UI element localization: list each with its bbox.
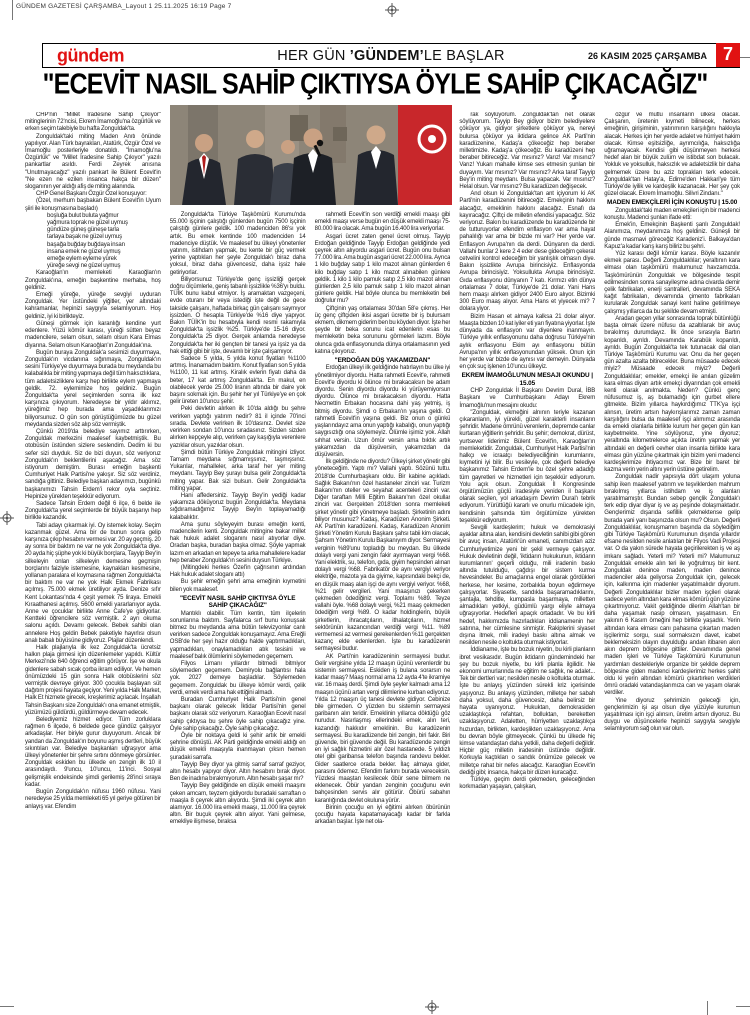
column-subhead: "ERDOĞAN DÜŞ YAKAMIZDAN" bbox=[334, 357, 431, 365]
body-paragraph: Sadece Tahsin Erdem değil 6 ilçe, 6 belde ile Zonguldak'ta yerel seçimlerde bir büyük başarıyı hep birlikte kazandık. bbox=[25, 500, 161, 522]
body-paragraph: İddianame, işte bu bozuk niyetin, bu kirli planların ibret vesikasıdır. Bugün iktidarın gündemindeki her şey bu bozuk niyetle, bu kirli planla ilgilidir. Ne ekonomi umurlarında ne eğitim ne sağlık, ne adalet... Tek bir dertleri var; nesilden nesile o koltukta oturmak. İşte bu anlayış yüzünden sürekli kriz içerisinde yaşıyoruz. Bu anlayış yüzünden, milletçe her sabah daha yoksul, daha güvencesiz, daha belirsiz bir hayata uyanıyoruz. Hukuktan, demokrasiden uzaklaştıkça refahtan, bolluktan, bereketten uzaklaşıyoruz. Adaletten, hürriyetten uzaklaştıkça huzurdan, birlikten, kardeşlikten uzaklaşıyoruz. Ama bu devran böyle gitmeyecek. Çünkü bu ülkede hiç kimse vatandaştan daha yetkili, daha değerli değildir. Hiçbir güç milletin iradesinin üstünde değildir. Korkuyla kaçtıkları o sandık önümüze gelecek ve milletçe rahat bir nefes alacağız. Karaoğlan Ecevit'in dediği gibi; insanca, hakça bir düzen kuracağız. bbox=[459, 647, 596, 776]
registration-mark bbox=[425, 1000, 439, 1014]
body-paragraph: Peki devletin alırken ilk 10'da aldığı bu şehre verirken yaptığı yatırım nedir? 81 il içinde 70'inci sırada. Devlete verirken ilk 10'dasınız. Devlet size verirken sondan 10'uncu sıradasınız. Sizden sizden alırken kepçeyle alıp, verirken çay kaşığıyla verenlere yazıklar olsun, yazıklar olsun. bbox=[169, 406, 306, 449]
body-paragraph: Erdoğan ülkeyi ilk geldiğinde hatırlayın bu ülke iyi yönetilmiyor diyordu. Hatta rahmetli Ecevit'e, rahmetli Ecevit'e diyordu ki ölünce mi bırakacaksın be adam diyordu. Senin diyordu diyordu ki yürüyemiyorsun diyordu. Ölünce mi bırakacaksın diyordu. Hatta Necmettin Erbakan hocasına dahi yaş yetmiş, iş bitmiş diyordu. Şimdi o Erbakan'ın yaşına geldi. O rahmetli Ecevit'in yaşına geldi. Biz onun o günkü yaşlarındayız ama onun yaptığı kabalığı, onun yaptığı saygısızlığı ona söylemeyiz. Ölümle işimiz yok. Allah sıhhat versin. Uzun ömür versin ama bıktık artık yakamızdan da düşüversin, yakamızdan da düşüversin. bbox=[314, 365, 451, 458]
body-paragraph: Tayyip Bey diyor ya gitmiş sarraf sarraf geziyor, altın hesabı yapıyor diyor. Altın hesabını bırak diyor. Ben de inadına bırakmıyorum. Altın hesabı şaşar mı? bbox=[169, 761, 306, 783]
body-paragraph: Çiftçinin yaş ortalaması 30'dan 58'e çıkmış. Her üç genç çiftçiden ikisi asgari ücrette bir iş bulursam ekmem, dikmem giderim ben bu köyden diyor. İşte her şeyde bir beka sorunu icat edenlerin esas bu memleketin beka sorununu görmeleri lazım. Böyle olunca gıda enflasyonunda dünya ortalamasının yedi katına çıkıyoruz. bbox=[314, 305, 451, 355]
body-paragraph: Güneşi görmek için karanlığı kendine yurt edenlere. Yüzü kömür karası, yüreği sütten beyaz madencilere, selam olsun, selam olsun Kara Elmas diyarına. Selam olsun Karaoğlan'ın Zonguldak'ına. bbox=[25, 320, 161, 349]
text-column-5 bbox=[604, 112, 740, 989]
body-paragraph: "Zonguldak, ekmeğini alnının teriyle kazanan çıkaranların, iyi yürekli, güzel karakterli insanların şehridir. Madene ömrünü verenlerin, depremde canlar kurtaran yiğitlerin şehridir. Bu şehir; demokrat, dürüst, yurtsever liderimiz Bülent Ecevit'in, Karaoğlan'ın memleketidir. Zonguldak, Cumhuriyet Halk Partisi'nin halkçı ve icraatçı belediyeciliğinin kurumlarını, kıymetini iyi bilir. Bu vesileyle, çok değerli belediye başkanımız Tahsin Erdem'le bu özel şehre adadığı tüm gayretleri ve hizmetleri için teşekkür ediyorum. Yolu açık olsun. Zonguldak İl Kongresinde örgütümüzün güçlü iradesiyle yeniden il başkanı olarak seçilen, yol arkadaşım Devrim Dural'ı tebrik ediyorum. Yürüttüğü kararlı ve onurlu mücadele için, kendisinin şahsında tüm örgütümüze yürekten teşekkür ediyorum. bbox=[459, 409, 596, 524]
body-paragraph: Ama şunu söyleyeyim burası emeğin kenti, madencilerin kenti. Zonguldak mitingine bakar millet hak hukuk adalet sloganını nasıl atıyorlar diye. Oradan başka, buradan başka olmaz. Şöyle yapmak lazım en arkadan en tepeye ta arka mahallelere kadar hep beraber Zonguldak'ın sesini duysun Türkiye. bbox=[169, 521, 306, 564]
body-paragraph: Halk plajlarıyla ilk kez Zonguldak'ta ücretsiz halkın plaja girmesi için düzenlemeler yapıldı. Kültür Merkezi'nde 640 öğrenci eğitim görüyor. İşe ve okula gidenlere sabah sıcak çorba ikram ediliyor. Ve hemen önümüzdeki 15 gün sonra Halk otobüslerini söz vermiştik devreye giriyor. 300 çocukla başlayan süt dağıtım projesi hayata geçiyor. Yeni yılda Halk Market, Halk Et hizmete girecek, kreşlerimiz açılacak. İnşallah Tahsin Başkanı size Zonguldak'ı ona emanet etmiştik, yüzümüzü güldürdü, güldürmeye devam edecek. bbox=[25, 645, 161, 716]
body-paragraph: Bu şehir emeğin şehri ama emeğinin kıymetini bilen yok maalesef. bbox=[169, 579, 306, 593]
body-paragraph: AK Parti'nin karadüzeninin sermayesi budur. Gelir vergisine yılda 12 maaşın üçünü verenlerdir bu sistemin sermayesi. Eskiden iş bulana sorarsın ne kadar maaş? Maaş normal ama 12 ayda 4'te ikramiye var. 16 maaş derdi. Şimdi öyle şeyler kalmadı ama 12 maaşın üçünü artan vergi dilimlerine kurban ediyoruz. Yılda 12 maaşın üç tanesi devlete gidiyor. Cebinize bile girmeden. O yüzden bu sistemin sermayesi garibanın alın teridir. Emeklinin yıllarca döktüğü göz nurudur. Nasırlaşmış ellerindeki emek, alın teri, kazandığı hakkıdır emeklinin. Bu karadüzenin sermayesi. Bu karadüzende biri zengin, biri fakir. Biri güvende, biri güvende değil. Bu karadüzende zengin en iyi sağlık hizmetini alır özel hastanede. 5 yıldızlı otel gibi garibansa telefon başında randevu bekler. Gider saatlerce orada bekler. İlaç almaya gider, parasını ödemez. Efendim farkını burada vereceksin. Yüzdesi maaştan kesilecek öbür sene bilmem ne eklenecek. Öbür yandan zenginin çocuğunu evin bahçesinden servis alır götürür. Öbürü sabahın karanlığında devlet okuluna yürür. bbox=[314, 653, 451, 804]
print-slug: GÜNDEM GAZETESİ ÇARŞAMBA_Layout 1 25.11.2025 16:19 Page 7 bbox=[16, 3, 232, 10]
body-paragraph: Emeği yüreğe, yüreğe sevgiyi uyduran Zonguldak. Yer üstündeki yiğitler, yer altındaki kahramanlar, hepinizi saygıyla selamlıyorum. Hoş geldiniz, iyi ki birlikteyiz. bbox=[25, 292, 161, 320]
body-paragraph: Zonguldak nadir yapısıyla dört ulaşım yoluna sahip iken maalesef yatırım ve teşviklerden mahrum bırakılmış yıllarca istihdam ve iş alanları yaratılmamıştır. Bundan sebep gençlik Zonguldak'ı terk edip diyar diyar iş ve aş peşinde dolaşmaktadır. Gençlerimiz dışarıda sefillik çekmektense gelip burada yani yanı başınızda olsun mu? Olsun. Değerli Zonguldaklılar, konuşmamın başında da söylediğim gibi Türkiye Taşkömürü Kurumunun dışında yıllardır efsane nesilden nesile anlatılan bir Filyos Vadi Projesi var. O da yakın sürede hayata geçirilerekten iş ve aş imkanı sağladı. Yeterli mi? Yeterli mi? Malumunuz Zonguldak emekle alın teri ile yoğrulmuş bir kent. Zonguldak denince maden, maden denince madenciler akla geliyorsa Zonguldak için, gelecek için, kalkınma için madenler yaşatılmalıdır diyorum. Değerli Zonguldaklılar bizler maden işçileri olarak sadece yerin altından kara elmas kömürü gün yüzüne çıkartmıyoruz. Vakit geldiğinde dilerim Allah'tan bir daha yaşamak nasip olmasın, yaşatmasın. En yakının 6 Kasım örneğini hep birlikte yaşadık. Yerin altından kara elması canı pahasına çıkartan maden işçilerimiz sorgu, sual sormaksızın davet, icabet beklemeksizin olayın duyulduğu andan itibaren akın akın deprem bölgesine gittiler. Devamında genel maden işleri ve Türkiye Taşkömürü Kurumunun yardımları destekleriyle organize bir şekilde deprem bölgesine giden madenci kardeşlerimiz herkes şahit oldu ki yerin altından kömürü çıkartırken verdikleri ömrü oradaki vatandaşlarımıza can ve yaşam olarak verdiler. bbox=[604, 474, 740, 697]
body-paragraph: (Mitingdeki herkes Özel'in çağrısının ardından Hak hukuk adalet sloganı attı) bbox=[169, 564, 306, 579]
body-paragraph: Türkiye, geçim derdi çekmeden, geleceğinden korkmadan yaşayan, çalışkan, bbox=[459, 777, 596, 791]
body-paragraph: CHP Zonguldak İl Başkanı Devrim Dural, İBB Başkanı ve Cumhurbaşkanı Adayı Ekrem İmamoğlu'nun mesajını okudu: bbox=[459, 388, 596, 409]
trim-mark bbox=[0, 1006, 14, 1007]
body-paragraph: özgür ve mutlu insanların ülkesi olacak. Çalışanın, üretenin kıymeti bilinecek, herkes emeğinin, girişiminin, yatırımının karşılığını hakkıyla alacak. Herkes için her yerde adalet ve hürriyet hakim olacak. Kimse eşitsizliğe, ayrımcılığa, haksızlığa uğramayacak. Kendisi gibi düşünmeyen herkesi hedef alan bir büyük zulüm ve istibdat son bulacak. Yokluk ve yoksulluk, haksızlık ve adaletsizlik bir daha gelmemek üzere bu aziz toprakları terk edecek. Zonguldak'tan Hatay'a, Edirne'den Hakkari'ye tüm Türkiye'de iyilik ve kardeşlik kazanacak. Her şey çok güzel olacak. Ekrem İmamoğlu. Silivri Zindanı." bbox=[604, 112, 740, 198]
body-paragraph: Karaoğlan'ın memleketi Karaoğlan'ın Zonguldak'ına, emeğin başkentine merhaba, hoş geldiniz. bbox=[25, 270, 161, 291]
text-column-3 bbox=[315, 112, 451, 989]
body-paragraph: Buradan Cumhuriyet Halk Partisi'nin genel başkanı olarak gelecek İktidar Partisi'nin genel başkanı olarak söz veriyorum. Karaoğlan Ecevit nasıl sahip çıktıysa bu şehre öyle sahip çıkacağız yine. Öyle sahip çıkacağız. Öyle sahip çıkacağız. bbox=[169, 697, 306, 732]
photo-spacer bbox=[315, 112, 451, 212]
text-column-2 bbox=[170, 112, 306, 989]
body-paragraph: Bugün buraya Zonguldak'a sesimizi duyurmaya, Zonguldak'ın vicdanına sığınmaya, Zonguldak'ın sesini Türkiye'ye duyurmaya burada bu meydanda bu kalabalıkla bir miting yapmaya değil tüm haksızlıklara, tüm adaletsizliklere karşı hep birlikte eylem yapmaya geldik. 72. eylemimize hoş geldiniz. Bugün Zonguldak'ta yerel seçimlerden sonra ilk kez karşınıza çıkıyorum. Neredeyse bir yıldır aklımız, yüreğimiz hep burada ama yaşadıklarımızı biliyorsunuz. O gün son görüştüğümüzde bu güzel meydanda sizden söz alıp söz vermiştik. bbox=[25, 349, 161, 428]
body-paragraph: Yüz karası değil kömür karası. Böyle kazanılır ekmek parası. Değerli Zonguldaklılar; yeraltının kara elması olan taşkömürü malumunuz havzamızda. Taşkömürünün Zonguldak ve bölgesinde tespit edilmesinden sonra sanayileşme adına civarda demir çelik fabrikaları, enerji santralleri, devamında SEKA kağıt fabrikaları, devamında çimento fabrikaları kurularak Zonguldak sanayi kent haline getirilmeye çalışmış yıllarca da bu şekilde devam etmişti. bbox=[604, 251, 740, 315]
body-paragraph: CHP'nin "Millet İradesine Sahip Çıkıyor" mitinglerinin 72'ncisi, Ekrem İmamoğlu'na özgürlük ve erken seçim talebiyle bu hafta Zonguldak'ta. bbox=[25, 112, 161, 133]
masthead bbox=[42, 43, 740, 68]
column-subhead: EKREM İMAMOĞLU'NUN MESAJI OKUNDU | 15.05 bbox=[461, 372, 593, 387]
body-paragraph: Tayyip Bey geldiğinde en düşük emekli maaşını çeken amcam, teyzem gidiyordu buradaki sarraftan o maaşla 8 çeyrek altın alıyordu. Şimdi iki çeyrek altın alamıyor. 16.000 lira emekli maaşı, 11.000 lira çeyrek altın. Bir buçuk çeyrek altın alıyor. Yani gelmese, emekliye ilişmese, bıraksa bbox=[169, 783, 306, 826]
body-paragraph: Bizim Hasan et almaya kalksa 21 dolar alıyor. Maaşta bizden 10 kat iyiler eti yarı fiyatına yiyorlar. İşte dünyada da enflasyon var diyenlere inanmayın. Türkiye yıllık enflasyonunu daha doğrusu Türkiye'nin aylık enflasyonu Ekim ayı enflasyonu bütün Avrupa'nın yıllık enflasyonundan yüksek. Onun için her yerde var bizde de aynısı var demeyin. Dünyada en çok suç işlenen 10'uncu ülkeyiz. bbox=[459, 313, 596, 371]
body-paragraph: Asgari ücret zaten genel ücret olmuş. Tayyip Erdoğan geldiğinde Tayyip Erdoğan geldiğinde yedi çeyrek altın alıyordu asgari ücret. Bugün onu bulsan 77.000 lira. Ama bugün asgari ücret 22.000 lira. Ayrıca 1 kilo buğday satıp 1 kilo mazot alınan günlerden 6 kilo buğday satıp 1 kilo mazot alınabilen günlere geldik. 1 kilo 1 kilo pamuk satıp 2,5 kilo mazot alınan günlerden 2,5 kilo pamuk satıp 1 kilo mazot alınan günlere geldik. Hal böyle olunca bu memleketin beli doğrulur mu? bbox=[314, 233, 451, 305]
body-paragraph: (Özel, merhum başbakan Bülent Ecevit'in Uyum şiiri ile konuşmasına başladı) bbox=[25, 198, 161, 212]
trim-mark bbox=[12, 0, 13, 20]
body-paragraph: Filyos Limanı yıllardır bitmedi bitmiyor söylemeden geçemem. Demiryolu bağlantısı hala yok. 2027 demeye başladılar. Söylemeden geçemem. Zonguldak bu ülkeye kömür verdi, çelik verdi, emek verdi ama hak ettiğini almadı. bbox=[169, 661, 306, 696]
body-paragraph: And olsun ki Zonguldak'tan ant içiyorum ki AK Parti'nin karadüzenini bitireceğiz. Emekçinin hakkını alacağız, emeklinin hakkını alacağız. Esnafı da kayıracağız. Çiftçi de milletin efendisi yapacağız. Söz veriyoruz. Bakın bu karadüzende bu karadüzende bir de tutturuyorlar efendim enflasyon var ama hayat pahalılığı var ama bir bizde mi var? Her yerde var. Enflasyon Avrupa'nın da derdi. Dünyanın da derdi. Vallahi bunlar 2 kere 2 4 eder dese gideceğim çekerat cetvelini kontrol edeceğim bir yanlışlık olmasın diye. Bakın işsizlikte Avrupa birincisiyiz. Enflasyonda Avrupa birincisiyiz. Yoksullukta Avrupa birincisiyiz. Gıda enflasyonu dünyanın 7 katı. Kırmızı etin dünya ortalaması 7 dolar, Türkiye'de 21 dolar. Yani Hans hem maaşı alırken gidiyor 2400 Euro alıyor. Bizimki 300 Euro maaş alıyor. Ama Hans et yiyecek mi? 7 dolara yiyor. bbox=[459, 191, 596, 313]
issue-date: 26 KASIM 2025 ÇARŞAMBA bbox=[587, 50, 707, 61]
body-paragraph: Belediyemiz hizmet ediyor. Tüm zorluklara rağmen 6 ilçede, 6 beldede gece gündüz çalışıyor arkadaşlar. Her biriyle gurur duyuyorum. Ancak bir yandan da Zonguldak'ın boyunu aşmış dertleri, büyük sıkıntıları var. Belediye başkanları uğraşıyor ama ülkeyi yönetenler bir şehre sırtını dönmeye görsünler. Zonguldak eskiden bu ülkede en zengin ilk 10 il arasındaydı. 9'uncu, 10'uncu, 11'inci. Sosyal gelişmişlik endeksinde şimdi gerilemiş 28'inci sıraya kadar. bbox=[25, 717, 161, 788]
body-paragraph: Sevgili kardeşlerim; hukuk ve demokrasiyi ayaklar altına alan, kendisini devletin sahibi gibi gören bir avuç insan, Atatürk'ün emaneti, canımızdan aziz Cumhuriyetimize yeni bir şekil vermeye çalışıyor. Hukuk devletinin değil, 'iktidarın hukukunun, iktidarın kurumlarının' geçerli olduğu, mili iradenin baskı altında tutulduğu, çağdışı bir sistem kurma hevesindeler. Bu amaçlarına engel olarak gördükleri herkese, her kesime, zorbalıkla boyun eğdirmeye çalışıyorlar. Siyasetle, sandıkla başaramadıklarını, şantajla, tehditle, kumpasla başarmaya, milletten almadıkları yetkiyi, güdümlü yargı eliyle almaya uğraşıyorlar. Hedefleri apaçık ortadadır. Ve bu kirli hedef, hakkımızda hazırladıkları iddianamenin her satırına, her cümlesine sinmiştir. Rakiplerini siyaset dışına itmek, mili iradeyi baskı altına almak ve nesilden nesile o koltukta oturmak istiyorlar. bbox=[459, 524, 596, 647]
body-paragraph: Tabi adayı çıkarmak iyi. Oy istemek kolay. Seçim kazanmak güzel. Ama bir de bunun sonra gelip karşınıza çıkıp hesabını vermesi var. 20 ay geçmiş. 20 ay sonra bir baktım ne var ne yok Zonguldak'ta diye. 20 ayda hiç şüphe yok ki büyük borçlara, Tayyip Bey'in silkeleyin onları silkeleyin demesine geçmişin borçlarını faiziyle istemesine, kaynakları kesmesine, yollanan paralara el koymasına rağmen Zonguldak'ta bir baktım ne var ne yok Halk Ekmek Fabrikası açılmış. 75.000 ekmek üretiliyor ayda. Denize sıfır Kent Lokantası'nda 4 çeşit yemek 75 liraya. Emekli Kıraathanesi açılmış. 5600 emekli yararlanıyor ayda. Anne ve çocuklar birlikte Anne Cafe'ye gidiyorlar. Kentteki öğrencilere söz vermiştik. 2 ayrı okuma salonu açıldı. Devamı gelecek. Bebek sahibi olan annelere Hoş geldin Bebek paketiyle hayırlısı olsun analı babalı büyüsüne gidiyoruz. Plajlar düzenlendi. bbox=[25, 522, 161, 644]
body-paragraph: Hani affedersiniz. Tayyip Bey'in yediği kadar yakamıza döküyoruz bugün Zonguldak'ta. Meydana sığdıramadığımız Tayyip Bey'in toplayamadığı kalabalıktır. bbox=[169, 492, 306, 521]
column-subhead: "ECEVİT NASIL SAHİP ÇIKTIYSA ÖYLE SAHİP ÇIKACAĞIZ" bbox=[180, 594, 296, 610]
body-paragraph: Mantıklı olabilir. Tüm kentin, tüm ilçelerin sorunlarına baktım. Sayfalarca sırf bunu konuşsak bitmez bu meydanda ama bütün televizyonlar canlı verirken sadece Zonguldak konuşamayız. Ama Ereğli OSB'de her şeyi hazır olduğu halde yaptırmadıkları, yapmadıkları, onaylamadıkları atık tesisini ve maalesef balık ölümlerini söylemeden geçemem. bbox=[169, 610, 306, 660]
masthead-slogan: HER GÜN ’GÜNDEM’LE BAŞLAR bbox=[277, 47, 505, 64]
body-paragraph: CHP Genel Başkanı Özgür Özel konuşuyor: bbox=[36, 191, 147, 198]
body-paragraph: Emek'in, Emekçinin Başkenti şanlı Zonguldak! Alanımıza, meydanımıza hoş geldiniz. Güneşli bir günde masmavi göreceğiz Karadeniz'i. Balkaya'dan Kapuz'a kadar karış karış biliriz bu şehri. bbox=[604, 222, 740, 250]
body-paragraph: Biliyorsunuz Türkiye'de genç işsizliği gerçek doğru ölçümlerle, geniş tabanlı işsizlikle %36'yı buldu. TÜİK bunu kabul etmiyor. İş aramaktan vazgeçeni, evde oturanı bir veya istediği işte değil de gece takside çalışanı, haftada birkaç gün çalışanı saymıyor işsizden. O hesapla Türkiye'de %16 diye yapıyor. Bakın TÜİK'in bu hesabıyla kendi resmi rakamıyla Zonguldak'ta işsizlik %25. Türkiye'de 15-16 diyor. Zonguldak'ta 25 diyor. Gerçek anlamda neredeyse Zonguldak'ta her iki gençten bir tanesi ya işsiz ya da hak ettiği gibi bir işte, devamlı bir işte çalışamıyor. bbox=[169, 276, 306, 355]
body-paragraph: rak söylüyorum. Zonguldak'tan net olarak söylüyorum. Tayyip Bey gidiyor bizim belediyelere çöküyor ya, gidiyor şirketlere çöküyor ya, nereyi bulursa çöküyor ya iktidara gelince AK Parti'nin karadüzenine, Kadaş'a çökeceğiz hep beraber milletimizle. Kadaş'a çökeceğiz. Bu karadüzeni hep beraber bitireceğiz. Var mısınız? Varız! Var mısınız? Varız! Yukarı mahalle kimse ses etmesin şunları bir duyayım. Var mısınız? Var mısınız? Arka taraf Tayyip Bey'in miting meydanı. Bulsa yapacak. Var mısınız? Helal olsun. Var mısınız? Bu karadüzen değişecek. bbox=[459, 112, 596, 191]
body-paragraph: Öyle bir noktaya geldi ki şehir artık bir emekli şehrine dönüştü. AK Parti geldiğinde emekli aldığı en düşük emekli maaşıyla inanmayan çıksın hemen şuradaki sarrafa. bbox=[169, 733, 306, 761]
body-paragraph: Yine diyoruz şehrimizin geleceği için, gençlerimizin işi aşı olsun diye yüzüyle kurumun yaşatılması için işçi alınsın, üretim artsın diyoruz. Bu duygu ve düşüncelerle hepinizi saygıyla sevgiyle selamlıyorum sağ olun var olun. bbox=[604, 697, 740, 733]
registration-mark bbox=[385, 3, 399, 17]
registration-mark bbox=[0, 511, 14, 525]
body-paragraph: Sadece 5 yılda, 5 yılda konut fiyatları %1100 artmış. İnanamadım baktım. Konut fiyatları son 5 yılda %1100, 11 kat artmış. Kiralık evlerin fiyatı daha da beter, 17 kat artmış Zonguldak'ta. En makul, en olabilecek yerde 25.000 liranın altında bir daire yok başını sokmak için. Bu şehir her yıl Türkiye'ye en çok gelir üreten 10'uncu şehir. bbox=[169, 356, 306, 406]
body-paragraph: Aradan geçen yıllar sonrasında toprak bütünlüğü başta olmak üzere nüfusu da azaltılarak bir avuç bırakılmış durumdayız. İlk önce sırasıyla Bartın koparıldı, ayrıldı. Devamında Karabük koparıldı, ayrıldı. Bugün Zonguldak'ta tek tutunacak dal olan Türkiye Taşkömürü Kurumu var. Onu da her geçen gün azalta azalta bitirecekler. Buna müsaade edecek miyiz? Müsaade edecek miyiz? Değerli Zonguldaklılar; emekler, emekçi ile anılan güzelim kara elmas diyarı artık emekçi diyarından çok emekli kenti olarak anılmakta. Neden? Çünkü genç nüfusumuz iş, aş bulamadığı için gurbet ellere gitmekte. Bizim yıllarca haykırdığımız TTK'ya işçi alınsın, üretim artsın haykırışlarımız zaman zaman karşılığını bulsa da maalesef işçi alımımız arasında da emekli olanlarla birlikte kurum her geçen gün kan kaybetmekte. Yine söylüyoruz, yine diyoruz; yeraltında kilometrelerce açıkta üretim yapmak yer altındaki en değerli cevher olan insanla birlikte kara elması gün yüzüne çıkartmak için bizim yeni madenci kardeşlerimize ihtiyacımız var. Bize bir baret bir kazma verin yerin altını yerin üstüne getirelim. bbox=[604, 315, 740, 474]
body-paragraph: Zonguldak'ta Türkiye Taşkömürü Kurumu'nda 55.000 işçinin çalıştığı günlerden bugün 7500 işçinin çalıştığı günlere geldik. 100 madenciden 86'sı yok artık. Bu emek kentinde 100 madenciden 14 madenciye düştük. Ve maalesef bu ülkeyi yönetenler yatırım, istihdam yapmak, bu kente bir güç vermek yerine yaptıkları her şeyle Zonguldak'ı biraz daha yoksul, biraz daha güvencesiz, daha işsiz hale getiriyorlar. bbox=[169, 212, 306, 276]
body-paragraph: Birinin çocuğu en iyi eğitimi alırken öbürünün çocuğu hayata kapatamayacağı kadar bir farkla arkadan başlar. İşte net ola- bbox=[314, 804, 451, 826]
body-paragraph: Zonguldak'taki miting Maden Anıtı önünde yapılıyor. Alan Türk bayrakları, Atatürk, Özgür Özel ve İmamoğlu posterleriyle donatıldı. "İmamoğlu'na Özgürlük" ve "Millet İradesine Sahip Çıkıyor" yazılı pankartlar asıldı. Ferdi Zeyrek anısına "Unutmayacağız" yazılı pankart ile Bülent Ecevit'in "Ne ezen ne ezilen insanca hakça bir düzen" sloganının yer aldığı afiş de miting alanında. bbox=[25, 133, 161, 191]
page-number-badge: 7 bbox=[716, 43, 740, 68]
body-paragraph: Zonguldak'taki maden emekçileri için bir madenci konuştu. Madenci şunları ifade etti: bbox=[604, 207, 740, 222]
text-column-4 bbox=[459, 112, 595, 989]
body-paragraph: Çünkü 2019'da belediye sayımız arttırırken, Zonguldak merkezini maalesef kaybetmiştik. Bu otobüsün üstünden sizlere seslendim. Dedim ki bu sefer sizi duyduk. Siz de bizi duyun, söz veriyoruz Zonguldak'ın beklentilerini aşacağız. Ama söz istiyorum demiştim. Burası emeğin başkenti Cumhuriyet Halk Partisi'ne yakışır. Siz söz verdiniz, sandığa gittiniz. Belediye başkan adayımızı, bugünkü başkanımızı Tahsin Erdem'i rekor oyla seçtiniz. Hepinize yürekten teşekkür ediyorum. bbox=[25, 428, 161, 500]
body-paragraph: İlk geldiğinde ne diyordu? Ülkeyi şirket yönetir gibi yöneteceğim. Yaptı mı? Vallahi yaptı. Sözünü tuttu. 2018'de Cumhurbaşkanı oldu. Bir kabine açıkladı. Sağlık Bakanı'nın özel hastaneler zinciri var. Turizm Bakanı'nın oteller ve seyahat acenteleri zinciri var. Diğer taraftan Milli Eğitim Bakanı'nın özel okullar zinciri var. Gerçekten 2018'den sonra memleketi şirket yönetir gibi yönetmeye başladı. Şirketinin adını biliyor musunuz? Kadaş, Karadüzen Anonim Şirketi. AK Parti'nin karadüzeni. Kadaş, Karadüzen Anonim Şirketi Yönetim Kurulu Başkanı şahsı tabii kim olacak, Şahsım Yönetim Kurulu Başkanıyım diyor. Sermayesi verginin %89'unu topladığı bu meydan. Bu ülkede dolaylı vergi yani zengin fakir ayırmayan vergi %68. Yani elektrik, su, telefon, gıda, giyim hepsinden alınan dolaylı vergi %68. Fabrikatör de aynı vergiyi veriyor elektriğe, mazota ya da giyime, kapısındaki bekçi de, en düşük maaş alan işçi de aynı vergiyi veriyor. %68, %21 gelir vergileri. Yani maaşınızı çekerken çekmeden ödediğiniz vergi. Toplamı %89. Teyze vallahi öyle. %68 dolaylı vergi, %21 maaş çekmeden ödediğim vergi %89. O kadar holdinglerin, büyük şirketlerin, ihracatçıların, ithalatçıların, hizmet sektörünün kazancından verdiği vergi %11. %89 vermemesi az vermesi gerekenlerden %11 gerçekten kazanç elde edenlerden. İşte bu karadüzenin sermayesi budur. bbox=[314, 459, 451, 653]
trim-mark bbox=[707, 1001, 708, 1015]
main-headline: "ECEVİT NASIL SAHİP ÇIKTIYSA ÖYLE SAHİP ÇIKACAĞIZ" bbox=[42, 68, 708, 101]
trim-mark bbox=[736, 1006, 750, 1007]
body-paragraph: boşluğa bulut buluta yağmur yağmura toprak ne güzel uymuş gündüze güneş güneşe tarla tarlaya başak ne güzel uymuş başağa buğday buğdaya insan insana emek ne güzel uymuş emeğe eylem eyleme yürek yüreğe sevgi ne güzel uymuş bbox=[47, 212, 128, 270]
body-paragraph: rahmetli Ecevit'in son verdiği emekli maaşı gibi emekli maaşı verse bugün en düşük emekli maaşı 75-80.000 lira olacak. Ama bugün 16.400 lira veriyorlar. bbox=[314, 212, 451, 233]
body-paragraph: Şimdi bütün Türkiye Zonguldak mitingini izliyor. Tamam meydana sığmamışsınız, taşmışsınız. Yukarılar, mahalleler, arka taraf her yer miting meydanı. Tayyip Bey şurayı bulsa gelir Zonguldak'ta miting yapar. Bak sizi bulsun. Gelir Zonguldak'ta miting yapar. bbox=[169, 449, 306, 492]
article-body bbox=[25, 112, 740, 989]
photo-spacer bbox=[170, 112, 306, 212]
newspaper-logo: gündem bbox=[57, 44, 124, 66]
body-paragraph: Bugün Zonguldak'ın nüfusu 1960 nüfusu. Yani neredeyse 25 yılda memleketi 65 yıl geriye götüren bir anlayış var. Efendim bbox=[25, 789, 161, 810]
column-subhead: MADEN EMEKÇİLERİ İÇİN KONUŞTU | 15.00 bbox=[606, 199, 738, 207]
text-column-1 bbox=[25, 112, 161, 989]
